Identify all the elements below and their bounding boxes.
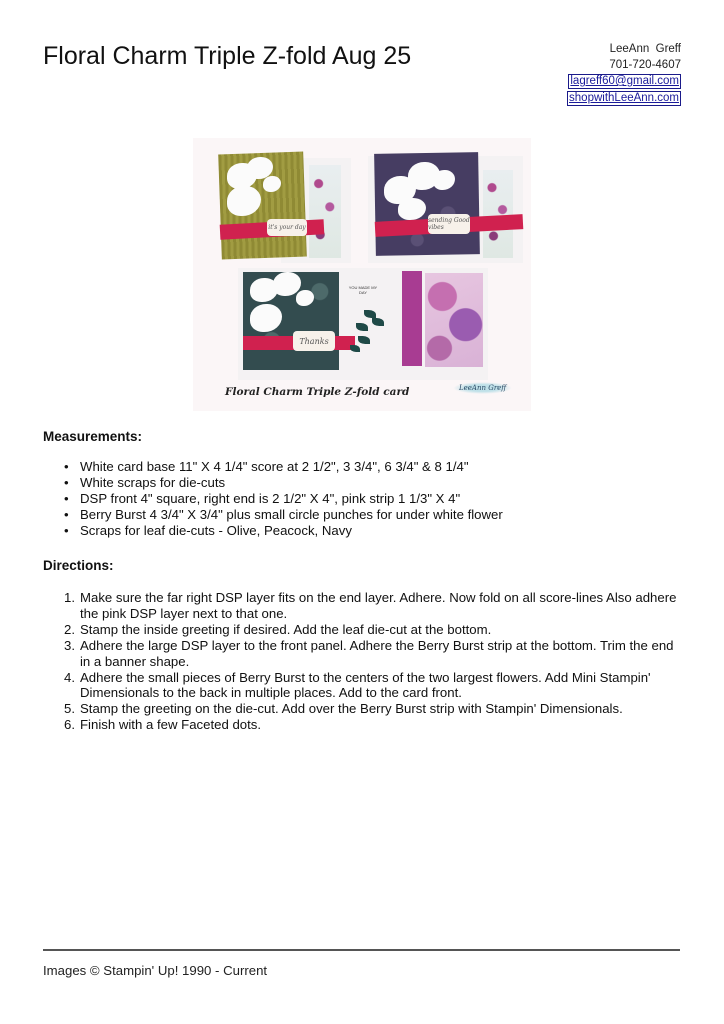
list-item: • Scraps for leaf die-cuts - Olive, Peacock, Navy [64, 523, 503, 539]
floral-end-panel [425, 273, 483, 367]
list-item: • White card base 11" X 4 1/4" score at 2 1/2", 3 3/4", 6 3/4" & 8 1/4" [64, 459, 503, 475]
list-item: • DSP front 4" square, right end is 2 1/2" X 4", pink strip 1 1/3" X 4" [64, 491, 503, 507]
list-item: 1. Make sure the far right DSP layer fits on the end layer. Adhere. Now fold on all score-lines Also adhere the pink DSP layer next to that one. [64, 590, 677, 621]
greeting-tag: Thanks [293, 331, 335, 351]
page-title: Floral Charm Triple Z-fold Aug 25 [43, 42, 412, 70]
card-photo [193, 138, 531, 411]
list-item: 4. Adhere the small pieces of Berry Burst to the centers of the two largest flowers. Add Mini Stampin' Dimensionals to the back in multiple places. Add to the card front. [64, 669, 651, 701]
contact-block [567, 42, 681, 106]
directions-list [64, 590, 684, 733]
pink-dsp-panel [402, 271, 422, 366]
photo-caption: Floral Charm Triple Z-fold card [225, 386, 410, 398]
list-item: • Berry Burst 4 3/4" X 3/4" plus small circle punches for under white flower [64, 507, 503, 523]
footer-divider [43, 949, 680, 951]
email-link[interactable]: lagreff60@gmail.com [570, 75, 679, 87]
greeting-tag: sending Good vibes [428, 214, 470, 234]
list-item: 3. Adhere the large DSP layer to the front panel. Adhere the Berry Burst strip at the bottom. Trim the end in a banner shape. [64, 637, 674, 669]
footer-copyright: Images © Stampin' Up! 1990 - Current [43, 963, 268, 978]
measurements-list [64, 459, 503, 539]
floral-strip [309, 165, 341, 258]
list-item: 2. Stamp the inside greeting if desired. Add the leaf die-cut at the bottom. [64, 621, 492, 637]
greeting-tag: it's your day [267, 219, 307, 236]
website-link[interactable]: shopwithLeeAnn.com [569, 91, 679, 104]
directions-heading: Directions: [43, 558, 114, 573]
signature-logo: LeeAnn Greff [453, 382, 512, 394]
olive-card [203, 148, 351, 263]
list-item: 6. Finish with a few Faceted dots. [64, 717, 262, 733]
contact-name: LeeAnn Greff [609, 43, 681, 55]
contact-phone: 701-720-4607 [609, 58, 681, 71]
teal-zfold-card [238, 268, 498, 383]
measurements-heading: Measurements: [43, 429, 143, 444]
inside-greeting: YOU MADE MY DAY [348, 285, 378, 295]
navy-card [368, 148, 528, 263]
list-item: 5. Stamp the greeting on the die-cut. Add over the Berry Burst strip with Stampin' Dimensionals. [64, 701, 623, 717]
list-item: • White scraps for die-cuts [64, 475, 503, 491]
